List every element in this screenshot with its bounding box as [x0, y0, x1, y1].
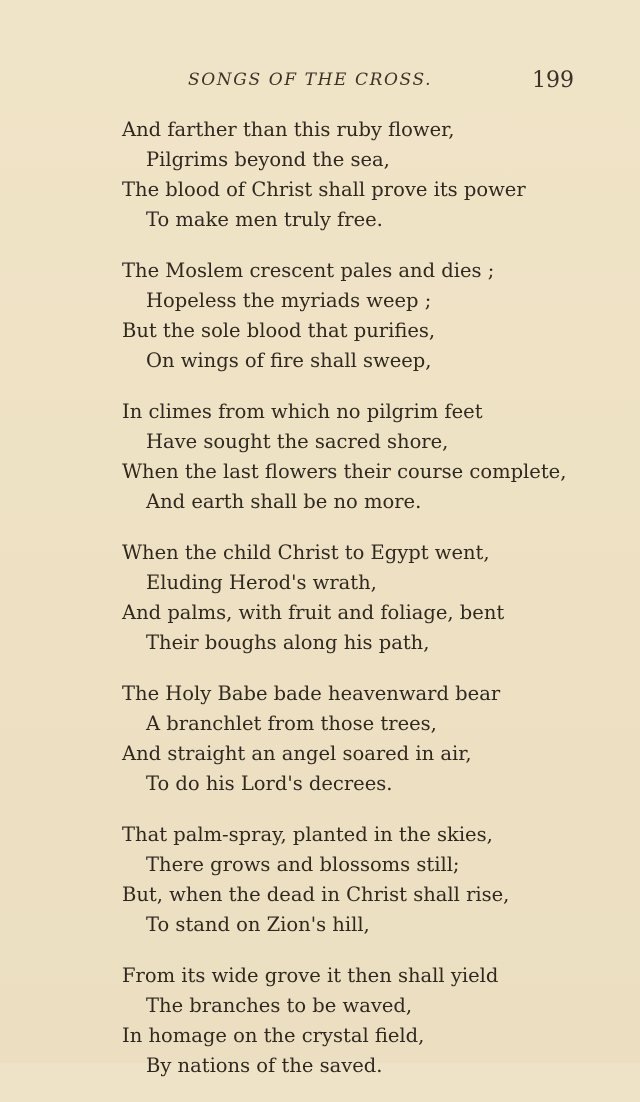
- stanza: [122, 961, 622, 1081]
- poem-line: From its wide grove it then shall yield: [122, 964, 499, 987]
- poem-line: But the sole blood that purifies,: [122, 319, 436, 342]
- poem-line: And straight an angel soared in air,: [122, 742, 472, 765]
- poem-line: Eluding Herod's wrath,: [146, 571, 377, 594]
- stanza: [122, 397, 622, 517]
- poem-line: When the child Christ to Egypt went,: [122, 541, 490, 564]
- stanza: [122, 538, 622, 658]
- poem-line: Hopeless the myriads weep ;: [146, 289, 432, 312]
- poem-line: On wings of fire shall sweep,: [146, 349, 432, 372]
- poem-line: There grows and blossoms still;: [146, 853, 460, 876]
- poem-line: When the last flowers their course complete,: [122, 460, 567, 483]
- poem-line: To make men truly free.: [146, 208, 383, 231]
- poem-line: And earth shall be no more.: [146, 490, 422, 513]
- poem-line: To do his Lord's decrees.: [146, 772, 393, 795]
- poem-line: To stand on Zion's hill,: [146, 913, 370, 936]
- poem-line: In homage on the crystal field,: [122, 1024, 425, 1047]
- stanza: [122, 256, 622, 376]
- poem-line: And palms, with fruit and foliage, bent: [122, 601, 505, 624]
- stanza: [122, 679, 622, 799]
- poem-body: [122, 115, 622, 1102]
- poem-line: The Holy Babe bade heavenward bear: [122, 682, 501, 705]
- poem-line: The Moslem crescent pales and dies ;: [122, 259, 495, 282]
- poem-line: That palm-spray, planted in the skies,: [122, 823, 493, 846]
- stanza: [122, 820, 622, 940]
- poem-line: Pilgrims beyond the sea,: [146, 148, 390, 171]
- poem-line: And farther than this ruby flower,: [122, 118, 455, 141]
- poem-line: In climes from which no pilgrim feet: [122, 400, 483, 423]
- poem-line: Their boughs along his path,: [146, 631, 430, 654]
- poem-line: A branchlet from those trees,: [146, 712, 437, 735]
- poem-line: Have sought the sacred shore,: [146, 430, 449, 453]
- poem-line: The blood of Christ shall prove its power: [122, 178, 526, 201]
- poem-line: But, when the dead in Christ shall rise,: [122, 883, 510, 906]
- running-head: SONGS OF THE CROSS.: [188, 70, 433, 90]
- stanza: [122, 115, 622, 235]
- poem-line: By nations of the saved.: [146, 1054, 383, 1077]
- poem-line: The branches to be waved,: [146, 994, 413, 1017]
- page-number: 199: [532, 68, 574, 93]
